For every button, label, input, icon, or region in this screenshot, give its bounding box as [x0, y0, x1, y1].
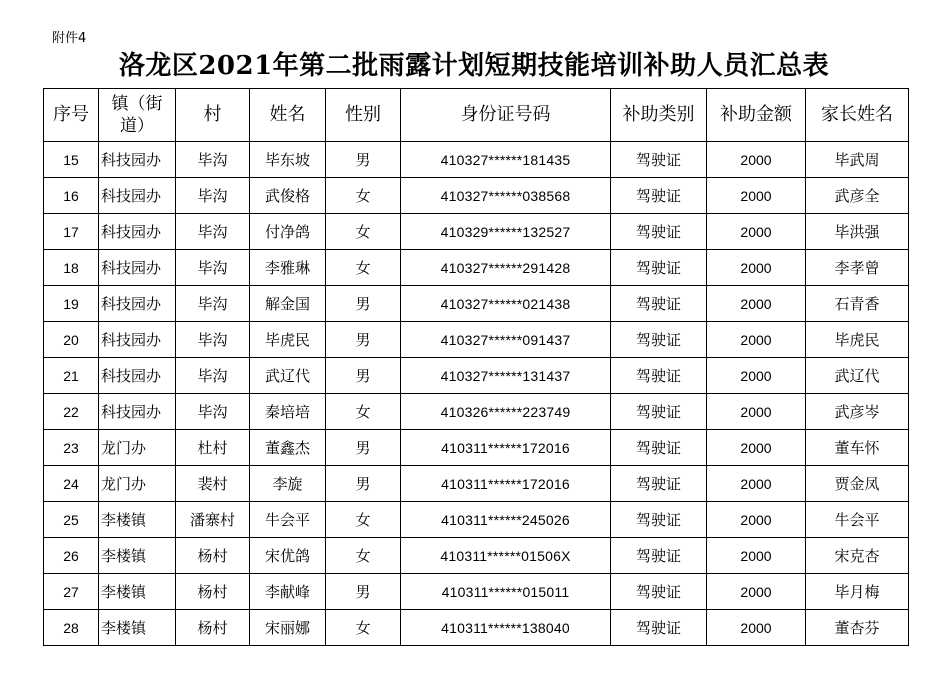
- cell-id-number: 410327******181435: [401, 142, 611, 178]
- table-row: [44, 358, 909, 394]
- cell-id-number: 410311******172016: [401, 466, 611, 502]
- cell-index: 27: [44, 574, 99, 610]
- cell-town: 科技园办: [99, 142, 176, 178]
- cell-parent-name: 毕洪强: [806, 214, 909, 250]
- cell-subsidy-type: 驾驶证: [611, 250, 707, 286]
- cell-name: 秦培培: [250, 394, 326, 430]
- cell-town: 龙门办: [99, 430, 176, 466]
- cell-subsidy-amount: 2000: [707, 430, 806, 466]
- cell-town: 科技园办: [99, 250, 176, 286]
- cell-id-number: 410329******132527: [401, 214, 611, 250]
- attachment-label: 附件4: [52, 31, 87, 46]
- column-header-id-number: 身份证号码: [401, 89, 611, 142]
- cell-village: 毕沟: [176, 214, 250, 250]
- cell-village: 潘寨村: [176, 502, 250, 538]
- cell-subsidy-amount: 2000: [707, 178, 806, 214]
- cell-name: 李雅琳: [250, 250, 326, 286]
- table-row: [44, 502, 909, 538]
- table-row: [44, 430, 909, 466]
- cell-index: 20: [44, 322, 99, 358]
- cell-index: 21: [44, 358, 99, 394]
- cell-parent-name: 毕月梅: [806, 574, 909, 610]
- cell-name: 武俊格: [250, 178, 326, 214]
- cell-index: 26: [44, 538, 99, 574]
- cell-id-number: 410326******223749: [401, 394, 611, 430]
- cell-subsidy-type: 驾驶证: [611, 574, 707, 610]
- cell-subsidy-type: 驾驶证: [611, 286, 707, 322]
- cell-gender: 女: [326, 538, 401, 574]
- cell-gender: 男: [326, 142, 401, 178]
- cell-id-number: 410327******038568: [401, 178, 611, 214]
- cell-parent-name: 武彦岑: [806, 394, 909, 430]
- column-header-subsidy-type: 补助类别: [611, 89, 707, 142]
- cell-subsidy-amount: 2000: [707, 250, 806, 286]
- cell-gender: 女: [326, 610, 401, 646]
- table-row: [44, 394, 909, 430]
- table-body: [44, 142, 909, 646]
- cell-subsidy-amount: 2000: [707, 286, 806, 322]
- table-row: [44, 214, 909, 250]
- cell-id-number: 410311******172016: [401, 430, 611, 466]
- cell-subsidy-type: 驾驶证: [611, 466, 707, 502]
- cell-subsidy-amount: 2000: [707, 466, 806, 502]
- cell-village: 杜村: [176, 430, 250, 466]
- cell-village: 毕沟: [176, 394, 250, 430]
- cell-index: 22: [44, 394, 99, 430]
- cell-parent-name: 牛会平: [806, 502, 909, 538]
- cell-gender: 女: [326, 250, 401, 286]
- document-title: 洛龙区2021年第二批雨露计划短期技能培训补助人员汇总表: [118, 51, 830, 81]
- column-header-subsidy-amount: 补助金额: [707, 89, 806, 142]
- cell-village: 毕沟: [176, 142, 250, 178]
- cell-parent-name: 武彦全: [806, 178, 909, 214]
- cell-town: 李楼镇: [99, 610, 176, 646]
- cell-gender: 女: [326, 502, 401, 538]
- cell-town: 科技园办: [99, 286, 176, 322]
- cell-village: 毕沟: [176, 322, 250, 358]
- cell-id-number: 410311******01506X: [401, 538, 611, 574]
- cell-index: 23: [44, 430, 99, 466]
- cell-village: 毕沟: [176, 178, 250, 214]
- cell-town: 科技园办: [99, 214, 176, 250]
- cell-subsidy-amount: 2000: [707, 322, 806, 358]
- cell-index: 18: [44, 250, 99, 286]
- cell-id-number: 410311******015011: [401, 574, 611, 610]
- cell-gender: 男: [326, 430, 401, 466]
- cell-gender: 男: [326, 322, 401, 358]
- cell-subsidy-type: 驾驶证: [611, 178, 707, 214]
- cell-subsidy-amount: 2000: [707, 502, 806, 538]
- cell-index: 17: [44, 214, 99, 250]
- cell-name: 付净鸽: [250, 214, 326, 250]
- cell-name: 毕虎民: [250, 322, 326, 358]
- column-header-parent-name: 家长姓名: [806, 89, 909, 142]
- cell-town: 龙门办: [99, 466, 176, 502]
- cell-town: 科技园办: [99, 394, 176, 430]
- cell-name: 李旋: [250, 466, 326, 502]
- cell-town: 科技园办: [99, 178, 176, 214]
- cell-parent-name: 宋克杏: [806, 538, 909, 574]
- cell-subsidy-amount: 2000: [707, 214, 806, 250]
- table-row: [44, 574, 909, 610]
- cell-parent-name: 石青香: [806, 286, 909, 322]
- table-row: [44, 142, 909, 178]
- cell-index: 25: [44, 502, 99, 538]
- cell-name: 李献峰: [250, 574, 326, 610]
- cell-village: 杨村: [176, 574, 250, 610]
- table-row: [44, 250, 909, 286]
- cell-town: 科技园办: [99, 358, 176, 394]
- cell-name: 董鑫杰: [250, 430, 326, 466]
- cell-village: 杨村: [176, 610, 250, 646]
- column-header-village: 村: [176, 89, 250, 142]
- cell-name: 宋优鸽: [250, 538, 326, 574]
- cell-index: 24: [44, 466, 99, 502]
- cell-gender: 男: [326, 466, 401, 502]
- column-header-name: 姓名: [250, 89, 326, 142]
- subsidy-table: [43, 88, 909, 646]
- cell-id-number: 410311******245026: [401, 502, 611, 538]
- cell-name: 解金国: [250, 286, 326, 322]
- cell-parent-name: 毕武周: [806, 142, 909, 178]
- cell-id-number: 410327******021438: [401, 286, 611, 322]
- cell-village: 毕沟: [176, 358, 250, 394]
- cell-subsidy-type: 驾驶证: [611, 502, 707, 538]
- cell-subsidy-amount: 2000: [707, 574, 806, 610]
- cell-gender: 女: [326, 214, 401, 250]
- cell-subsidy-amount: 2000: [707, 394, 806, 430]
- cell-id-number: 410327******131437: [401, 358, 611, 394]
- column-header-index: 序号: [44, 89, 99, 142]
- cell-village: 裴村: [176, 466, 250, 502]
- cell-gender: 男: [326, 286, 401, 322]
- column-header-gender: 性别: [326, 89, 401, 142]
- cell-parent-name: 贾金凤: [806, 466, 909, 502]
- cell-subsidy-amount: 2000: [707, 610, 806, 646]
- table-header-row: [44, 89, 909, 142]
- cell-parent-name: 董车怀: [806, 430, 909, 466]
- cell-parent-name: 毕虎民: [806, 322, 909, 358]
- cell-subsidy-type: 驾驶证: [611, 430, 707, 466]
- cell-gender: 男: [326, 574, 401, 610]
- column-header-town: 镇（街道）: [99, 89, 176, 142]
- table-row: [44, 466, 909, 502]
- cell-town: 李楼镇: [99, 574, 176, 610]
- cell-name: 武辽代: [250, 358, 326, 394]
- cell-index: 28: [44, 610, 99, 646]
- cell-parent-name: 董杏芬: [806, 610, 909, 646]
- cell-village: 毕沟: [176, 286, 250, 322]
- cell-parent-name: 李孝曾: [806, 250, 909, 286]
- table-row: [44, 178, 909, 214]
- cell-subsidy-type: 驾驶证: [611, 322, 707, 358]
- cell-town: 李楼镇: [99, 502, 176, 538]
- cell-name: 宋丽娜: [250, 610, 326, 646]
- table-row: [44, 538, 909, 574]
- cell-index: 19: [44, 286, 99, 322]
- cell-subsidy-amount: 2000: [707, 358, 806, 394]
- cell-index: 16: [44, 178, 99, 214]
- cell-gender: 女: [326, 178, 401, 214]
- cell-town: 李楼镇: [99, 538, 176, 574]
- cell-index: 15: [44, 142, 99, 178]
- cell-village: 杨村: [176, 538, 250, 574]
- cell-id-number: 410327******291428: [401, 250, 611, 286]
- table-row: [44, 610, 909, 646]
- cell-gender: 女: [326, 394, 401, 430]
- cell-name: 牛会平: [250, 502, 326, 538]
- cell-gender: 男: [326, 358, 401, 394]
- cell-subsidy-type: 驾驶证: [611, 394, 707, 430]
- cell-parent-name: 武辽代: [806, 358, 909, 394]
- cell-subsidy-amount: 2000: [707, 142, 806, 178]
- cell-name: 毕东坡: [250, 142, 326, 178]
- cell-subsidy-type: 驾驶证: [611, 142, 707, 178]
- cell-subsidy-amount: 2000: [707, 538, 806, 574]
- cell-subsidy-type: 驾驶证: [611, 358, 707, 394]
- cell-subsidy-type: 驾驶证: [611, 538, 707, 574]
- table-row: [44, 286, 909, 322]
- cell-town: 科技园办: [99, 322, 176, 358]
- table-row: [44, 322, 909, 358]
- cell-village: 毕沟: [176, 250, 250, 286]
- cell-subsidy-type: 驾驶证: [611, 610, 707, 646]
- cell-id-number: 410311******138040: [401, 610, 611, 646]
- cell-subsidy-type: 驾驶证: [611, 214, 707, 250]
- cell-id-number: 410327******091437: [401, 322, 611, 358]
